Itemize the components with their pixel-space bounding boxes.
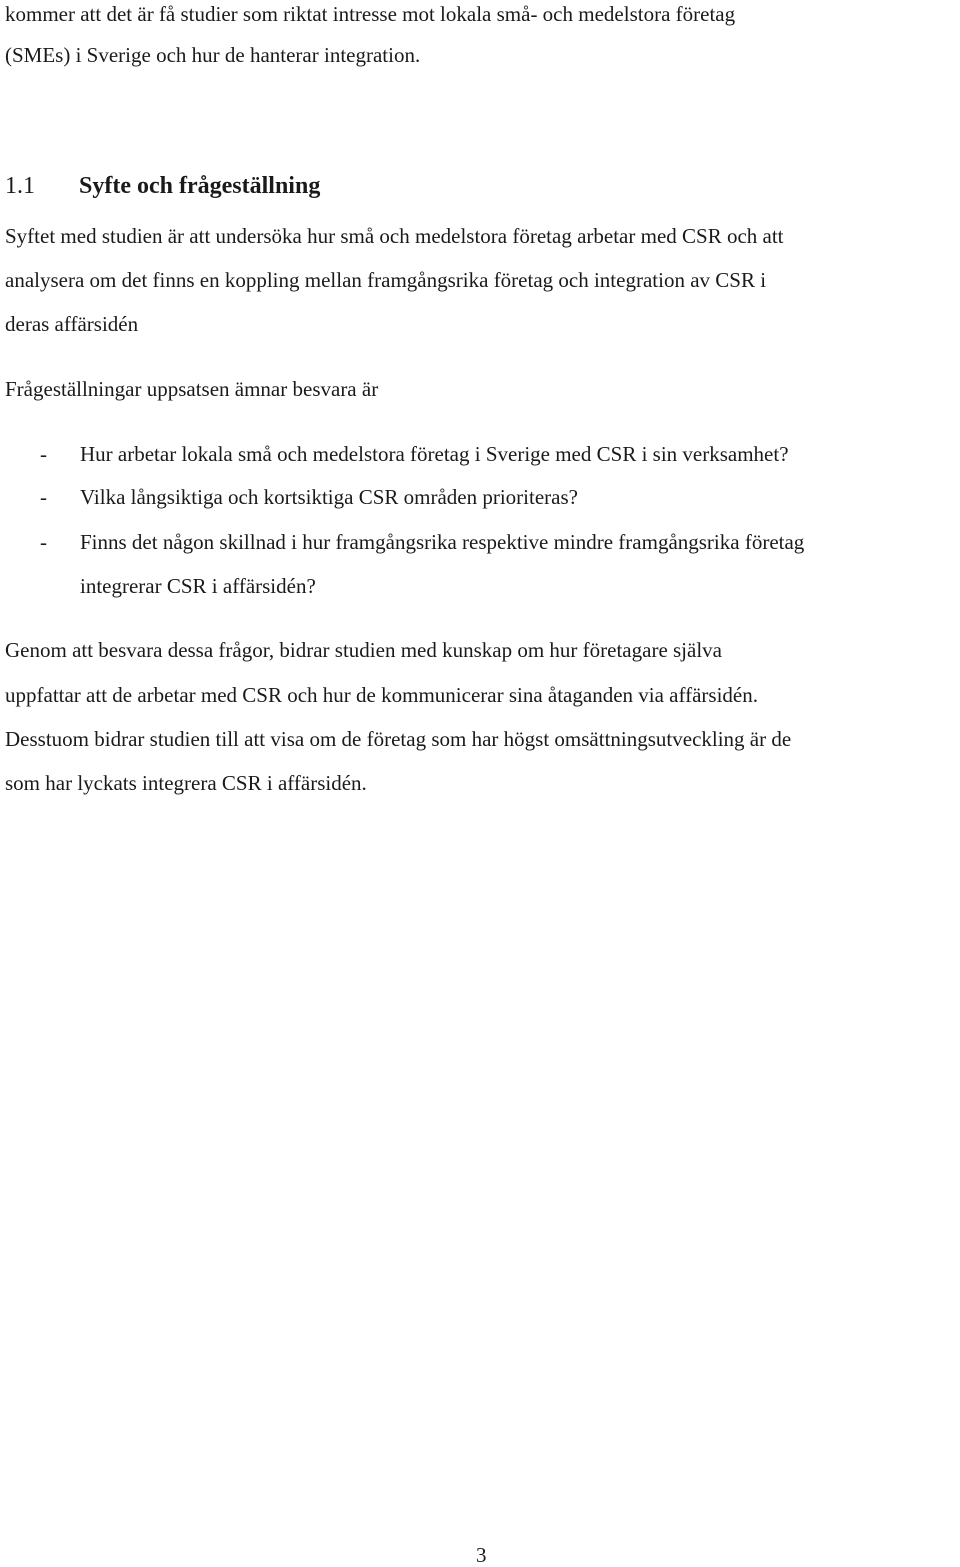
bullet-dash: -	[40, 442, 47, 466]
purpose-line-2: analysera om det finns en koppling mellan framgångsrika företag och integration av CSR i	[5, 268, 767, 292]
page-number: 3	[476, 1543, 487, 1567]
purpose-line-3: deras affärsidén	[5, 312, 139, 336]
purpose-line-1: Syftet med studien är att undersöka hur små och medelstora företag arbetar med CSR och att	[5, 224, 784, 248]
section-heading	[5, 172, 320, 200]
section-number: 1.1	[5, 173, 35, 199]
bullet-dash: -	[40, 530, 47, 554]
conclusion-line-1: Genom att besvara dessa frågor, bidrar studien med kunskap om hur företagare själva	[5, 638, 722, 662]
section-title: Syfte och frågeställning	[79, 173, 321, 199]
question-text: Vilka långsiktiga och kortsiktiga CSR områden prioriteras?	[80, 485, 578, 509]
conclusion-line-2: uppfattar att de arbetar med CSR och hur de kommunicerar sina åtaganden via affärsidén.	[5, 683, 758, 707]
question-text-continued: integrerar CSR i affärsidén?	[80, 574, 316, 598]
question-text: Finns det någon skillnad i hur framgångsrika respektive mindre framgångsrika företag	[80, 530, 805, 554]
intro-line-1: kommer att det är få studier som riktat intresse mot lokala små- och medelstora företag	[5, 2, 736, 26]
bullet-dash: -	[40, 485, 47, 509]
question-text: Hur arbetar lokala små och medelstora företag i Sverige med CSR i sin verksamhet?	[80, 442, 789, 466]
conclusion-line-3: Desstuom bidrar studien till att visa om de företag som har högst omsättningsutveckling är de	[5, 727, 792, 751]
questions-intro: Frågeställningar uppsatsen ämnar besvara är	[5, 377, 379, 401]
intro-line-2: (SMEs) i Sverige och hur de hanterar integration.	[5, 43, 421, 67]
conclusion-line-4: som har lyckats integrera CSR i affärsidén.	[5, 771, 367, 795]
